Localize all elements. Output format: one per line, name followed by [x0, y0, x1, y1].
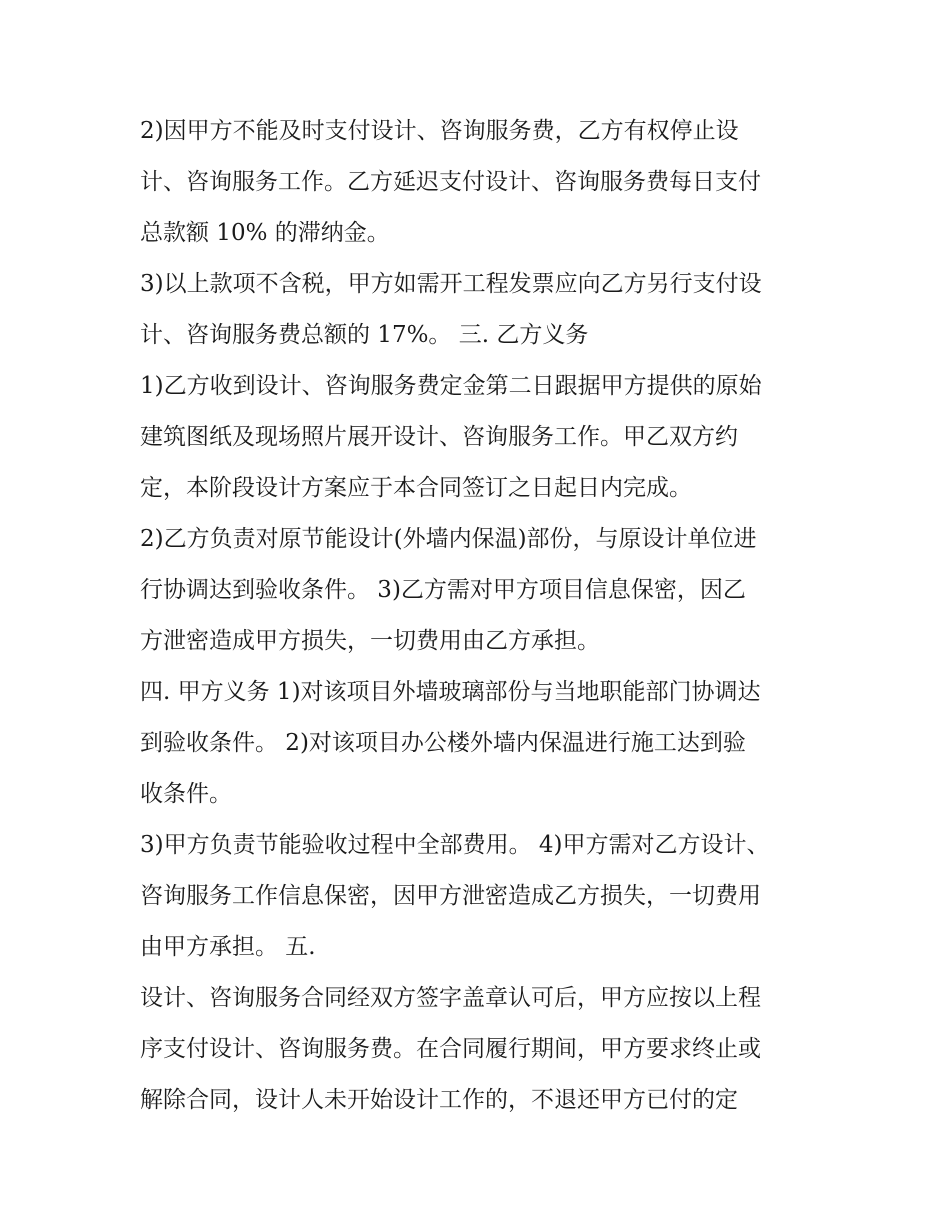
text-line: 由甲方承担。 五.	[140, 934, 316, 960]
text-line: 建筑图纸及现场照片展开设计、咨询服务工作。甲乙双方约	[140, 424, 738, 450]
text-line: 1)乙方收到设计、咨询服务费定金第二日跟据甲方提供的原始	[140, 373, 762, 399]
contract-body-text	[140, 106, 830, 1126]
text-line: 序支付设计、咨询服务费。在合同履行期间，甲方要求终止或	[140, 1036, 761, 1062]
text-line: 2)乙方负责对原节能设计(外墙内保温)部份，与原设计单位进	[140, 526, 757, 552]
text-line: 计、咨询服务费总额的 17%。 三. 乙方义务	[140, 322, 589, 348]
text-line: 定，本阶段设计方案应于本合同签订之日起日内完成。	[140, 475, 692, 501]
text-line: 收条件。	[140, 781, 232, 807]
text-line: 咨询服务工作信息保密，因甲方泄密造成乙方损失，一切费用	[140, 883, 761, 909]
text-line: 方泄密造成甲方损失，一切费用由乙方承担。	[140, 628, 600, 654]
text-line: 计、咨询服务工作。乙方延迟支付设计、咨询服务费每日支付	[140, 169, 761, 195]
text-line: 总款额 10% 的滞纳金。	[140, 220, 390, 246]
text-line: 2)因甲方不能及时支付设计、咨询服务费，乙方有权停止设	[140, 118, 739, 144]
text-line: 四. 甲方义务 1)对该项目外墙玻璃部份与当地职能部门协调达	[140, 679, 761, 705]
text-line: 3)以上款项不含税，甲方如需开工程发票应向乙方另行支付设	[140, 271, 762, 297]
text-line: 3)甲方负责节能验收过程中全部费用。 4)甲方需对乙方设计、	[140, 832, 770, 858]
text-line: 行协调达到验收条件。 3)乙方需对甲方项目信息保密，因乙	[140, 577, 746, 603]
text-line: 到验收条件。 2)对该项目办公楼外墙内保温进行施工达到验	[140, 730, 746, 756]
text-line: 设计、咨询服务合同经双方签字盖章认可后，甲方应按以上程	[140, 985, 761, 1011]
text-line: 解除合同，设计人未开始设计工作的，不退还甲方已付的定	[140, 1087, 738, 1113]
